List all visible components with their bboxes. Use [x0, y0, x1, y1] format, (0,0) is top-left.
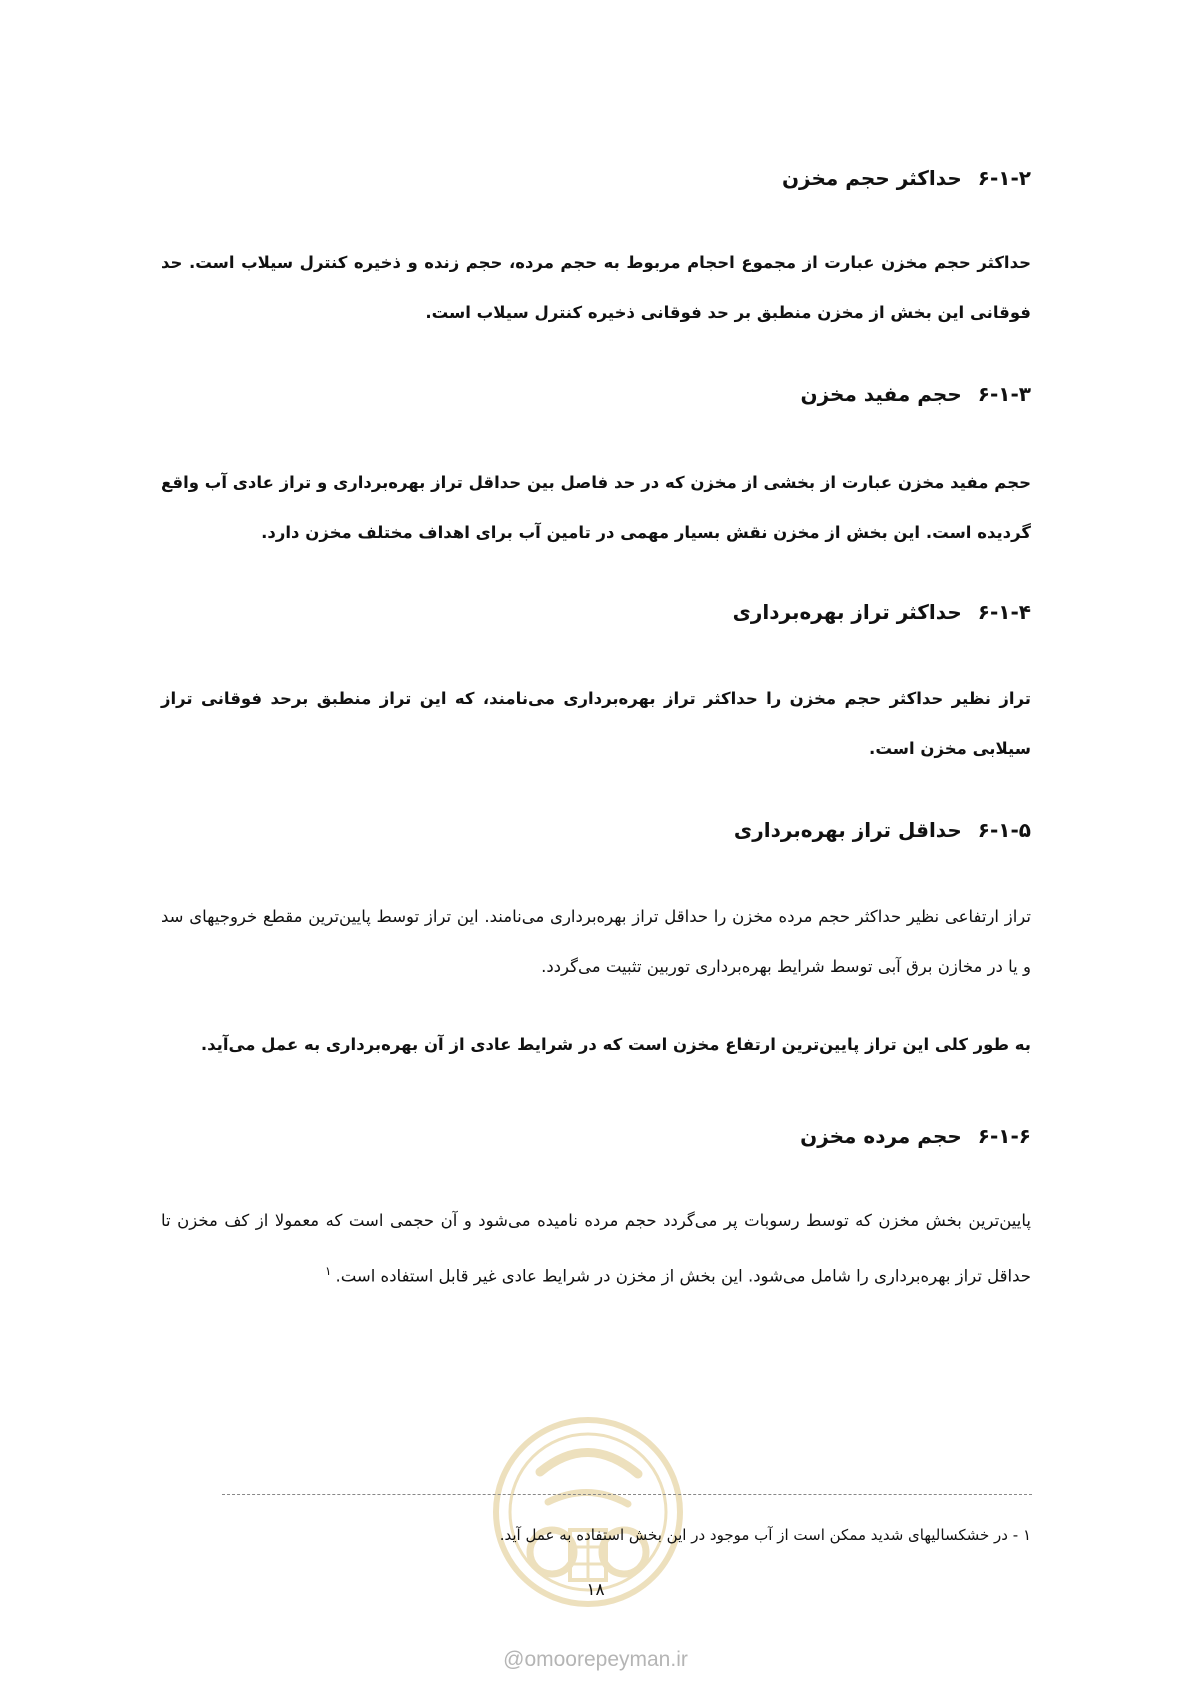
footnote	[500, 1526, 1031, 1544]
paragraph-text: پایین‌ترین بخش مخزن که توسط رسوبات پر می‌گردد حجم مرده نامیده می‌شود و آن حجمی است که معمولا از کف مخزن تا حداقل تراز بهره‌برداری را شامل می‌شود. این بخش از مخزن در شرایط عادی غیر قابل استفاده است.	[161, 1211, 1031, 1286]
section-title: حداکثر حجم مخزن	[781, 166, 962, 190]
site-watermark: @omoorepeyman.ir	[503, 1648, 688, 1671]
footnote-text: در خشکسالیهای شدید ممکن است از آب موجود در این بخش استفاده به عمل آید.	[499, 1526, 1008, 1544]
footnote-separator	[222, 1494, 1032, 1495]
paragraph-max-operating-level: تراز نظیر حداکثر حجم مخزن را حداکثر تراز بهره‌برداری می‌نامند، که این تراز منطبق برحد فوقانی تراز سیلابی مخزن است.	[161, 689, 1031, 758]
section-number: ۶-۱-۶	[977, 1124, 1031, 1148]
page-number: ۱۸	[586, 1580, 605, 1600]
section-heading-6-1-4	[733, 600, 1031, 624]
section-number: ۶-۱-۴	[977, 600, 1031, 624]
section-title: حجم مرده مخزن	[800, 1124, 962, 1148]
paragraph-min-operating-level-general: به طور کلی این تراز پایین‌ترین ارتفاع مخزن است که در شرایط عادی از آن بهره‌برداری به عمل می‌آید.	[200, 1035, 1031, 1054]
footnote-reference: ۱	[325, 1264, 332, 1278]
section-heading-6-1-6	[800, 1124, 1031, 1148]
section-number: ۶-۱-۲	[977, 166, 1031, 190]
section-heading-6-1-2	[782, 166, 1031, 190]
section-title: حداکثر تراز بهره‌برداری	[732, 600, 962, 624]
paragraph-useful-volume: حجم مفید مخزن عبارت از بخشی از مخزن که در حد فاصل بین حداقل تراز بهره‌برداری و تراز عادی آب واقع گردیده است. این بخش از مخزن نقش بسیار مهمی در تامین آب برای اهداف مختلف مخزن دارد.	[161, 473, 1031, 542]
section-title: حداقل تراز بهره‌برداری	[733, 818, 962, 842]
section-title: حجم مفید مخزن	[800, 382, 962, 406]
footnote-marker: ۱ -	[1012, 1526, 1031, 1544]
section-heading-6-1-5	[734, 818, 1031, 842]
section-number: ۶-۱-۵	[977, 818, 1031, 842]
paragraph-dead-volume	[161, 1196, 1031, 1302]
section-number: ۶-۱-۳	[977, 382, 1031, 406]
paragraph-max-volume: حداکثر حجم مخزن عبارت از مجموع احجام مربوط به حجم مرده، حجم زنده و ذخیره کنترل سیلاب است. حد فوقانی این بخش از مخزن منطبق بر حد فوقانی ذخیره کنترل سیلاب است.	[161, 253, 1031, 322]
section-heading-6-1-3	[801, 382, 1031, 406]
paragraph-min-operating-level: تراز ارتفاعی نظیر حداکثر حجم مرده مخزن را حداقل تراز بهره‌برداری می‌نامند. این تراز توسط پایین‌ترین مقطع خروجیهای سد و یا در مخازن برق آبی توسط شرایط بهره‌برداری توربین تثبیت می‌گردد.	[161, 907, 1031, 976]
